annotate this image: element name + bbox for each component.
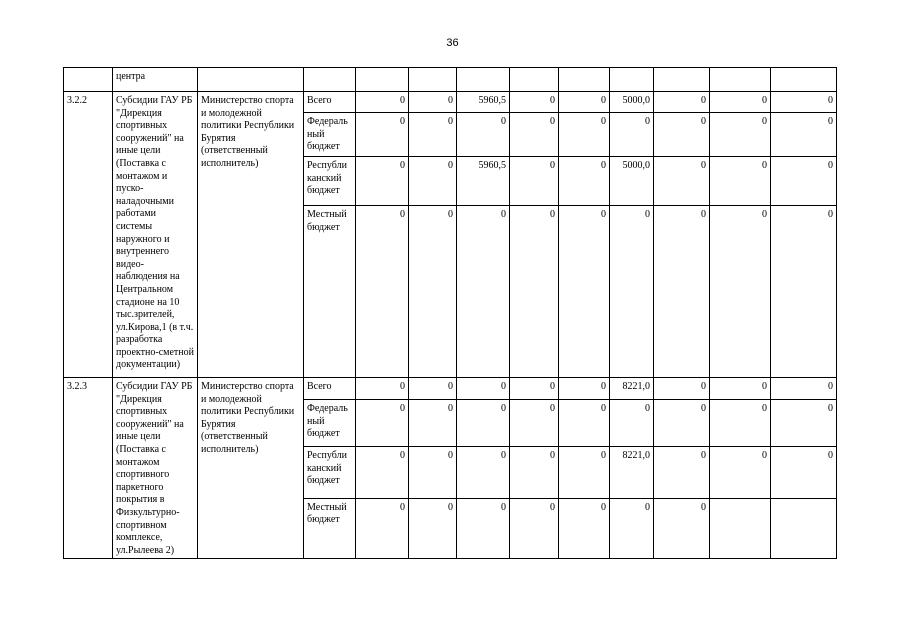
value-cell: 0 [654,378,710,400]
value-cell: 0 [356,206,409,378]
value-cell: 0 [654,400,710,447]
value-cell: 0 [356,92,409,113]
source-cell: Всего [304,92,356,113]
value-cell: 0 [409,446,457,498]
value-cell: 0 [510,113,559,157]
value-cell: 0 [771,378,837,400]
value-cell [409,68,457,92]
value-cell: 0 [409,378,457,400]
value-cell: 0 [356,446,409,498]
value-cell: 0 [610,498,654,558]
name-cell: центра [113,68,198,92]
value-cell [559,68,610,92]
value-cell: 0 [457,446,510,498]
value-cell: 0 [356,400,409,447]
value-cell: 0 [409,113,457,157]
value-cell: 0 [559,446,610,498]
value-cell [356,68,409,92]
value-cell: 0 [710,157,771,206]
value-cell: 0 [771,157,837,206]
value-cell: 0 [409,206,457,378]
value-cell: 0 [771,92,837,113]
value-cell: 5000,0 [610,157,654,206]
name-cell: Субсидии ГАУ РБ "Дирекция спортивных сооружений" на иные цели (Поставка с монтажом спортивного паркетного покрытия в Физкультурно-спортивном комплексе, ул.Рылеева 2) [113,378,198,559]
value-cell: 0 [610,206,654,378]
value-cell: 0 [457,378,510,400]
value-cell: 5000,0 [610,92,654,113]
value-cell: 0 [356,157,409,206]
value-cell [457,68,510,92]
executor-cell [198,68,304,92]
value-cell: 0 [710,446,771,498]
value-cell: 0 [559,157,610,206]
value-cell: 0 [409,92,457,113]
value-cell: 0 [559,400,610,447]
value-cell: 0 [610,113,654,157]
value-cell: 0 [559,113,610,157]
code-cell [64,68,113,92]
value-cell: 0 [510,206,559,378]
value-cell: 0 [559,206,610,378]
value-cell [510,68,559,92]
value-cell: 5960,5 [457,157,510,206]
table-row [64,378,837,400]
value-cell: 0 [510,400,559,447]
value-cell: 0 [654,446,710,498]
value-cell: 0 [710,92,771,113]
value-cell: 8221,0 [610,446,654,498]
value-cell: 0 [409,498,457,558]
value-cell: 0 [510,157,559,206]
page-number: 36 [446,37,459,49]
value-cell: 5960,5 [457,92,510,113]
code-cell: 3.2.3 [64,378,113,559]
value-cell: 0 [654,157,710,206]
value-cell [710,498,771,558]
executor-cell: Министерство спорта и молодежной политики Республики Бурятия (ответственный исполнитель) [198,92,304,378]
value-cell: 0 [510,498,559,558]
value-cell: 0 [654,206,710,378]
source-cell: Местный бюджет [304,206,356,378]
source-cell: Местный бюджет [304,498,356,558]
source-cell: Федераль ный бюджет [304,400,356,447]
source-cell: Всего [304,378,356,400]
value-cell: 0 [409,157,457,206]
value-cell: 0 [409,400,457,447]
name-cell: Субсидии ГАУ РБ "Дирекция спортивных сооружений" на иные цели (Поставка с монтажом и пуско-наладочными работами системы наружного и внутреннего видео-наблюдения на Центральном стадионе на 10 тыс.зрителей, ул.Кирова,1 (в т.ч. разработка проектно-сметной документации) [113,92,198,378]
value-cell: 0 [710,378,771,400]
value-cell: 0 [710,400,771,447]
value-cell: 0 [356,498,409,558]
value-cell: 0 [457,400,510,447]
value-cell: 0 [654,498,710,558]
value-cell: 0 [356,378,409,400]
value-cell: 0 [771,206,837,378]
value-cell: 0 [654,113,710,157]
value-cell: 8221,0 [610,378,654,400]
code-cell: 3.2.2 [64,92,113,378]
continuation-row [64,68,837,92]
value-cell: 0 [457,206,510,378]
value-cell [771,68,837,92]
table-row [64,92,837,113]
value-cell: 0 [510,92,559,113]
value-cell: 0 [710,206,771,378]
value-cell: 0 [771,400,837,447]
value-cell: 0 [771,113,837,157]
value-cell [771,498,837,558]
budget-table [63,67,837,559]
value-cell: 0 [510,446,559,498]
value-cell [654,68,710,92]
value-cell: 0 [559,92,610,113]
value-cell: 0 [710,113,771,157]
value-cell: 0 [457,498,510,558]
source-cell: Федераль ный бюджет [304,113,356,157]
source-cell [304,68,356,92]
source-cell: Республи канский бюджет [304,157,356,206]
value-cell [610,68,654,92]
executor-cell: Министерство спорта и молодежной политики Республики Бурятия (ответственный исполнитель) [198,378,304,559]
value-cell: 0 [771,446,837,498]
value-cell: 0 [356,113,409,157]
source-cell: Республи канский бюджет [304,446,356,498]
value-cell: 0 [510,378,559,400]
value-cell: 0 [559,378,610,400]
value-cell [710,68,771,92]
value-cell: 0 [654,92,710,113]
value-cell: 0 [559,498,610,558]
value-cell: 0 [457,113,510,157]
value-cell: 0 [610,400,654,447]
